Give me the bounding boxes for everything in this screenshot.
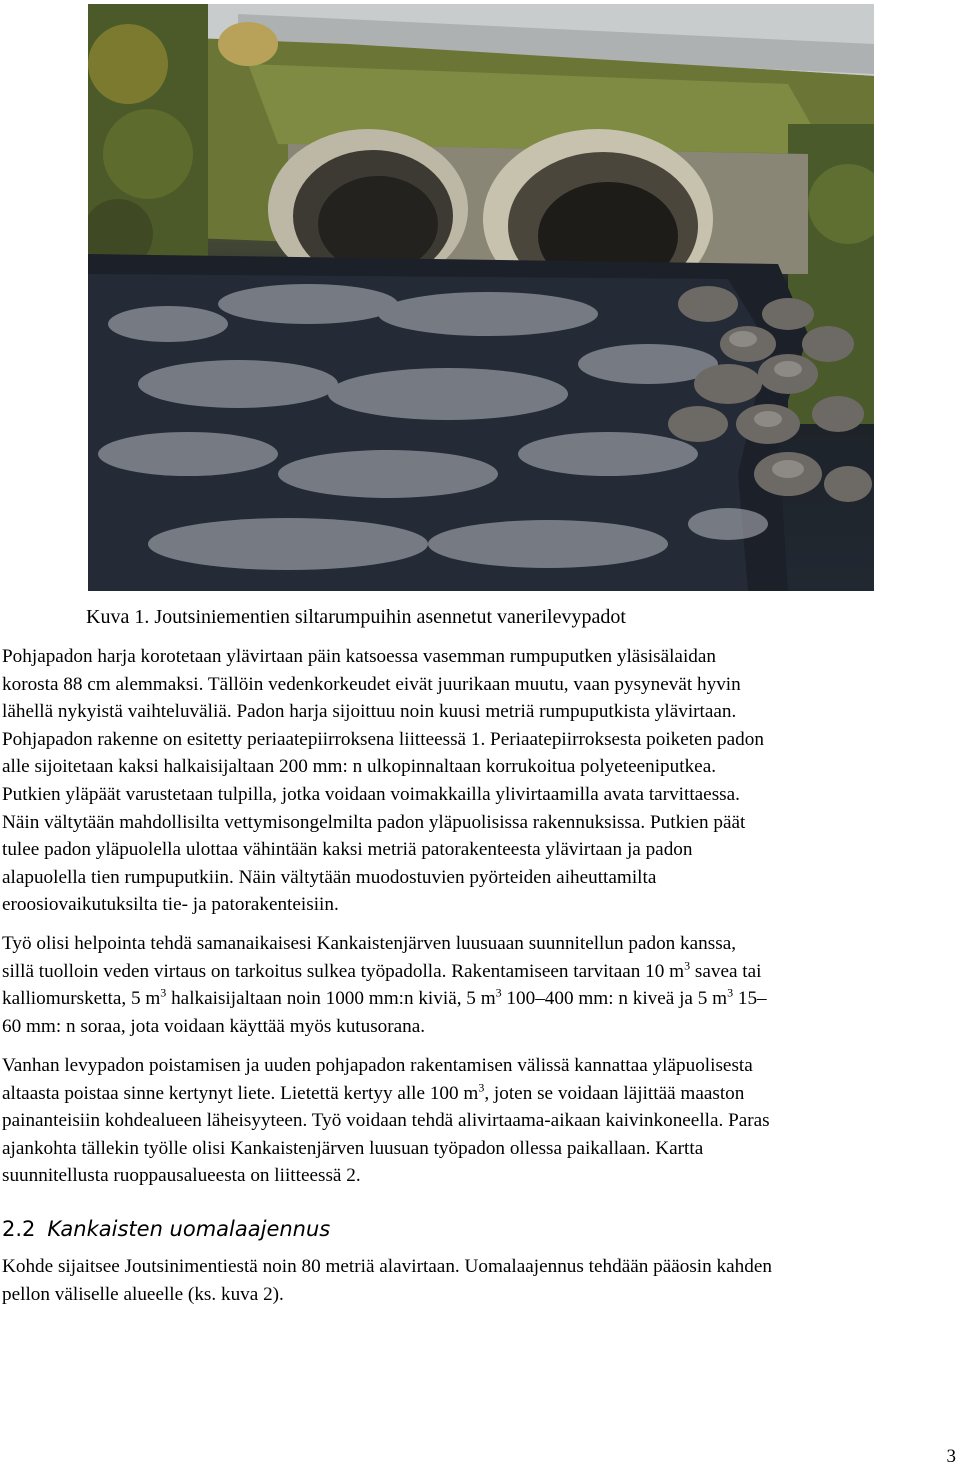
paragraph-3: [2, 1052, 960, 1190]
paragraph-1: [2, 643, 960, 919]
text-line: korosta 88 cm alemmaksi. Tällöin vedenkorkeudet eivät juurikaan muutu, vaan pysynevät hyvin: [2, 673, 741, 695]
text-line: suunnitellusta ruoppausalueesta on liitteessä 2.: [2, 1165, 361, 1187]
text-line: Pohjapadon harja korotetaan ylävirtaan päin katsoessa vasemman rumpuputken yläsisälaidan: [2, 646, 716, 667]
text-line: lähellä nykyistä vaihteluväliä. Padon harja sijoittuu noin kuusi metriä rumpuputkista ylävirtaan.: [2, 701, 737, 723]
text-line: painanteisiin kohdealueen läheisyyteen. Työ voidaan tehdä alivirtaama-aikaan kaivinkoneella. Paras: [2, 1110, 770, 1132]
text-line: Pohjapadon rakenne on esitetty periaatepiirroksena liitteessä 1. Periaatepiirroksesta poiketen padon: [2, 728, 764, 750]
text-line: Putkien yläpäät varustetaan tulpilla, jotka voidaan voimakkailla ylivirtaamilla avata tarvittaessa.: [2, 783, 740, 805]
paragraph-2: [2, 930, 960, 1040]
text-line: kalliomursketta, 5 $m^3$ halkaisijaltaan noin 1000 mm:n kiviä, 5 $m^3$ 100–400 mm: n kiveä ja 5 $m^3$ 15–: [2, 985, 767, 1010]
culvert-photo: [88, 4, 874, 591]
text-line: tulee padon yläpuolella ulottaa vähintään kaksi metriä patorakenteesta ylävirtaan ja padon: [2, 839, 693, 861]
section-heading: [2, 1214, 330, 1244]
text-line: Näin vältytään mahdollisilta vettymisongelmilta padon yläpuolisissa rakennuksissa. Putkien päät: [2, 811, 746, 833]
section-title: Kankaisten uomalaajennus: [47, 1217, 331, 1241]
text-line: alle sijoitetaan kaksi halkaisijaltaan 200 mm: n ulkopinnaltaan korrukoitua polyeteeniputkea.: [2, 756, 717, 778]
page-number: 3: [946, 1446, 956, 1467]
text-line: ajankohta tällekin työlle olisi Kankaistenjärven luusuan työpadon ollessa paikallaan. Kartta: [2, 1137, 704, 1159]
text-line: altaasta poistaa sinne kertynyt liete. Lietettä kertyy alle 100 $m^3$, joten se voidaan läjittää maaston: [2, 1080, 745, 1104]
text-line: Kohde sijaitsee Joutsinimentiestä noin 80 metriä alavirtaan. Uomalaajennus tehdään pääosin kahden: [2, 1256, 772, 1277]
text-line: Työ olisi helpointa tehdä samanaikaisesi Kankaistenjärven luusuaan suunnitellun padon kanssa,: [2, 933, 737, 954]
text-line: eroosiovaikutuksilta tie- ja patorakenteisiin.: [2, 894, 339, 916]
paragraph-4: [2, 1253, 960, 1308]
text-line: sillä tuolloin veden virtaus on tarkoitus sulkea työpadolla. Rakentamiseen tarvitaan 10 $m^3$ savea tai: [2, 958, 762, 982]
text-line: Vanhan levypadon poistamisen ja uuden pohjapadon rakentamisen välissä kannattaa yläpuolisesta: [2, 1055, 753, 1076]
section-number: 2.2: [2, 1217, 36, 1241]
figure-caption: Kuva 1. Joutsiniementien siltarumpuihin asennetut vanerilevypadot: [86, 606, 626, 628]
text-line: 60 mm: n soraa, jota voidaan käyttää myös kutusorana.: [2, 1015, 426, 1037]
text-line: alapuolella tien rumpuputkiin. Näin vältytään muodostuvien pyörteiden aiheuttamilta: [2, 866, 657, 888]
text-line: pellon väliselle alueelle (ks. kuva 2).: [2, 1283, 284, 1305]
